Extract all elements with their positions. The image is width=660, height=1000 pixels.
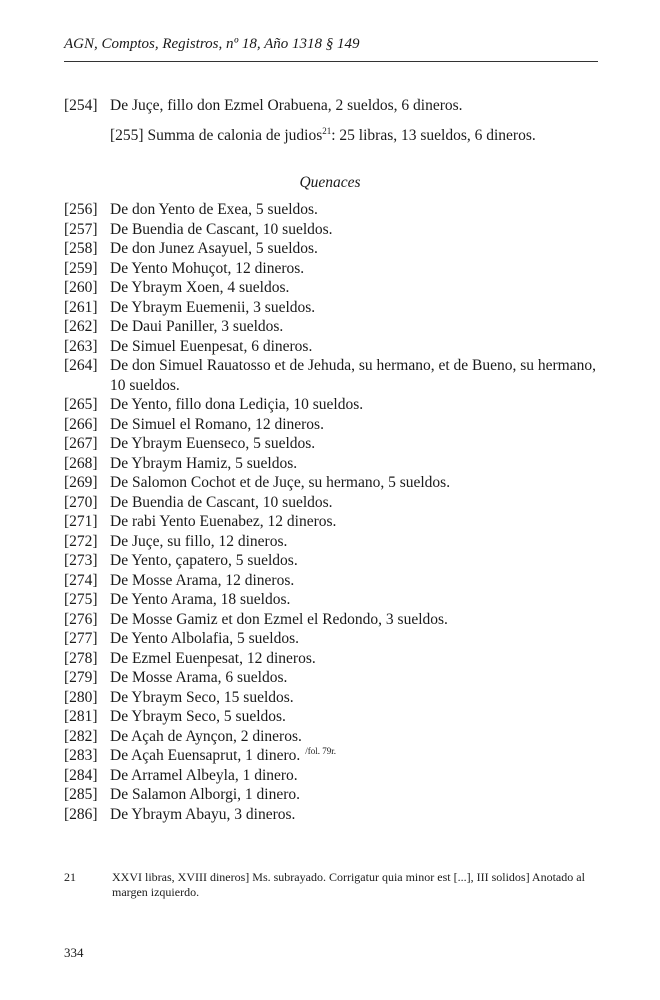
entry-text — [110, 434, 604, 454]
entry-text — [110, 473, 604, 493]
list-item — [64, 571, 604, 591]
entry-number: [286] — [64, 805, 98, 823]
entry-number: [270] — [64, 493, 98, 511]
entry-number: [263] — [64, 337, 98, 355]
entry-text-body: De Yento Arama, 18 sueldos. — [110, 591, 291, 608]
list-item — [64, 415, 604, 435]
entry-number: [285] — [64, 786, 98, 803]
entry-text — [110, 727, 604, 747]
list-item — [64, 356, 604, 395]
entry-text — [110, 746, 604, 766]
list-item — [64, 220, 604, 240]
page-number: 334 — [64, 945, 84, 960]
list-item — [64, 454, 604, 474]
entry-number: [284] — [64, 766, 98, 784]
entry-number: [271] — [64, 513, 98, 530]
entry-number: [276] — [64, 610, 98, 628]
entry-text-body: De Ybraym Hamiz, 5 sueldos. — [110, 454, 298, 472]
entry-text-body: De Simuel Euenpesat, 6 dineros. — [110, 337, 313, 355]
entry-number: [261] — [64, 298, 98, 316]
entry-text — [110, 298, 604, 318]
entry-number: [266] — [64, 415, 98, 433]
entry-number: [259] — [64, 259, 98, 277]
entry-text — [110, 395, 604, 415]
entry-text — [110, 785, 604, 805]
entry-text — [110, 239, 604, 259]
list-item — [64, 259, 604, 279]
entry-text — [110, 337, 604, 357]
entry-255-summary — [110, 126, 536, 146]
list-item — [64, 590, 604, 610]
entry-text — [110, 551, 604, 571]
entry-text — [110, 356, 604, 395]
entry-number: [260] — [64, 279, 98, 296]
list-item — [64, 629, 604, 649]
entry-text-body: De Ybraym Euemenii, 3 sueldos. — [110, 298, 316, 316]
entry-text — [110, 590, 604, 610]
entry-text — [110, 766, 604, 786]
entry-text — [110, 493, 604, 513]
entry-text — [110, 259, 604, 279]
entry-text-body: De Ybraym Abayu, 3 dineros. — [110, 805, 296, 823]
entry-text-rest: : 25 libras, 13 sueldos, 6 dineros. — [331, 127, 536, 144]
list-item — [64, 766, 604, 786]
entry-number: [274] — [64, 571, 98, 589]
entry-text-body: De Yento, fillo dona Lediçia, 10 sueldos. — [110, 396, 364, 413]
entry-text — [110, 610, 604, 630]
entry-number: [269] — [64, 474, 98, 491]
list-item — [64, 688, 604, 708]
entry-number: [257] — [64, 220, 98, 238]
entry-number: [264] — [64, 357, 98, 374]
entry-text — [110, 668, 604, 688]
section-title: Quenaces — [299, 174, 361, 191]
entry-number: [273] — [64, 552, 98, 569]
entry-254 — [64, 96, 463, 116]
entry-number: [268] — [64, 454, 98, 472]
entry-text-body: De Ybraym Xoen, 4 sueldos. — [110, 279, 290, 296]
entry-number: [283] — [64, 747, 98, 764]
entry-text — [110, 220, 604, 240]
list-item — [64, 395, 604, 415]
entry-text — [110, 454, 604, 474]
entry-text-body: De Daui Paniller, 3 sueldos. — [110, 318, 284, 335]
footnote-text: XXVI libras, XVIII dineros] Ms. subrayado. Corrigatur quia minor est [...], III solidos] Anotado al margen izquierdo. — [112, 870, 585, 899]
list-item — [64, 493, 604, 513]
entry-number: [255] — [110, 127, 144, 144]
entry-text — [110, 629, 604, 649]
entry-number: [281] — [64, 708, 98, 725]
list-item — [64, 434, 604, 454]
entry-text-body: De Simuel el Romano, 12 dineros. — [110, 415, 324, 433]
list-item — [64, 551, 604, 571]
entry-number: [275] — [64, 591, 98, 608]
entry-text-body: De Mosse Arama, 12 dineros. — [110, 571, 295, 589]
entry-text — [110, 200, 604, 220]
list-item — [64, 746, 604, 766]
header-rule — [64, 61, 598, 62]
entry-number: [278] — [64, 649, 98, 667]
footnote-marker: 21 — [322, 125, 332, 136]
entry-text-body: De Salamon Alborgi, 1 dinero. — [110, 786, 300, 803]
entry-text — [110, 805, 604, 825]
entry-number: [280] — [64, 688, 98, 706]
folio-marker: /fol. 79r. — [305, 745, 336, 756]
entry-text-body: De Yento Albolafia, 5 sueldos. — [110, 630, 300, 647]
list-item — [64, 317, 604, 337]
entry-text — [110, 278, 604, 298]
list-item — [64, 278, 604, 298]
entry-text-body: De rabi Yento Euenabez, 12 dineros. — [110, 513, 337, 530]
entry-number: [282] — [64, 727, 98, 745]
entry-text-body: De Ybraym Euenseco, 5 sueldos. — [110, 435, 316, 452]
entry-text: Summa de calonia de judios — [147, 127, 323, 144]
entry-text — [110, 532, 604, 552]
entry-text: De Juçe, fillo don Ezmel Orabuena, 2 sueldos, 6 dineros. — [110, 97, 463, 114]
entry-number: [258] — [64, 240, 98, 257]
entry-text-body: De Yento, çapatero, 5 sueldos. — [110, 552, 298, 569]
list-item — [64, 668, 604, 688]
entry-text-body: De Açah Euensaprut, 1 dinero. — [110, 747, 301, 764]
list-item — [64, 649, 604, 669]
entry-text-body: De Açah de Aynçon, 2 dineros. — [110, 727, 302, 745]
entry-text-body: De Buendia de Cascant, 10 sueldos. — [110, 220, 333, 238]
entry-text-body: De Buendia de Cascant, 10 sueldos. — [110, 493, 333, 511]
entry-text-body: De Ybraym Seco, 5 sueldos. — [110, 708, 286, 725]
entry-text-body: De Yento Mohuçot, 12 dineros. — [110, 259, 305, 277]
entry-text — [110, 415, 604, 435]
entry-text — [110, 571, 604, 591]
entry-text — [110, 512, 604, 532]
entry-list — [64, 200, 604, 824]
entry-text — [110, 688, 604, 708]
entry-text-body: De Mosse Arama, 6 sueldos. — [110, 669, 288, 686]
list-item — [64, 707, 604, 727]
entry-number: [256] — [64, 201, 98, 218]
list-item — [64, 473, 604, 493]
entry-text-body: De don Yento de Exea, 5 sueldos. — [110, 201, 318, 218]
entry-number: [254] — [64, 97, 98, 114]
list-item — [64, 239, 604, 259]
entry-number: [262] — [64, 318, 98, 335]
entry-number: [265] — [64, 396, 98, 413]
footnote-number: 21 — [64, 870, 76, 884]
entry-number: [277] — [64, 630, 98, 647]
list-item — [64, 805, 604, 825]
entry-text-body: De don Junez Asayuel, 5 sueldos. — [110, 240, 318, 257]
list-item — [64, 727, 604, 747]
list-item — [64, 298, 604, 318]
entry-number: [272] — [64, 532, 98, 550]
entry-text — [110, 649, 604, 669]
entry-text-body: De Mosse Gamiz et don Ezmel el Redondo, 3 sueldos. — [110, 610, 448, 628]
footnote — [64, 870, 604, 900]
list-item — [64, 337, 604, 357]
running-header: AGN, Comptos, Registros, nº 18, Año 1318 § 149 — [64, 36, 360, 52]
entry-number: [267] — [64, 435, 98, 452]
entry-text — [110, 707, 604, 727]
entry-text-body: De Juçe, su fillo, 12 dineros. — [110, 532, 288, 550]
list-item — [64, 200, 604, 220]
entry-text-body: De Ybraym Seco, 15 sueldos. — [110, 688, 294, 706]
entry-text-body: De Salomon Cochot et de Juçe, su hermano, 5 sueldos. — [110, 474, 451, 491]
entry-text — [110, 317, 604, 337]
entry-text-body: De Arramel Albeyla, 1 dinero. — [110, 766, 298, 784]
list-item — [64, 512, 604, 532]
entry-text-body: De Ezmel Euenpesat, 12 dineros. — [110, 649, 316, 667]
list-item — [64, 785, 604, 805]
entry-text-body: De don Simuel Rauatosso et de Jehuda, su hermano, et de Bueno, su hermano, 10 sueldos. — [110, 357, 596, 394]
list-item — [64, 532, 604, 552]
list-item — [64, 610, 604, 630]
entry-number: [279] — [64, 669, 98, 686]
